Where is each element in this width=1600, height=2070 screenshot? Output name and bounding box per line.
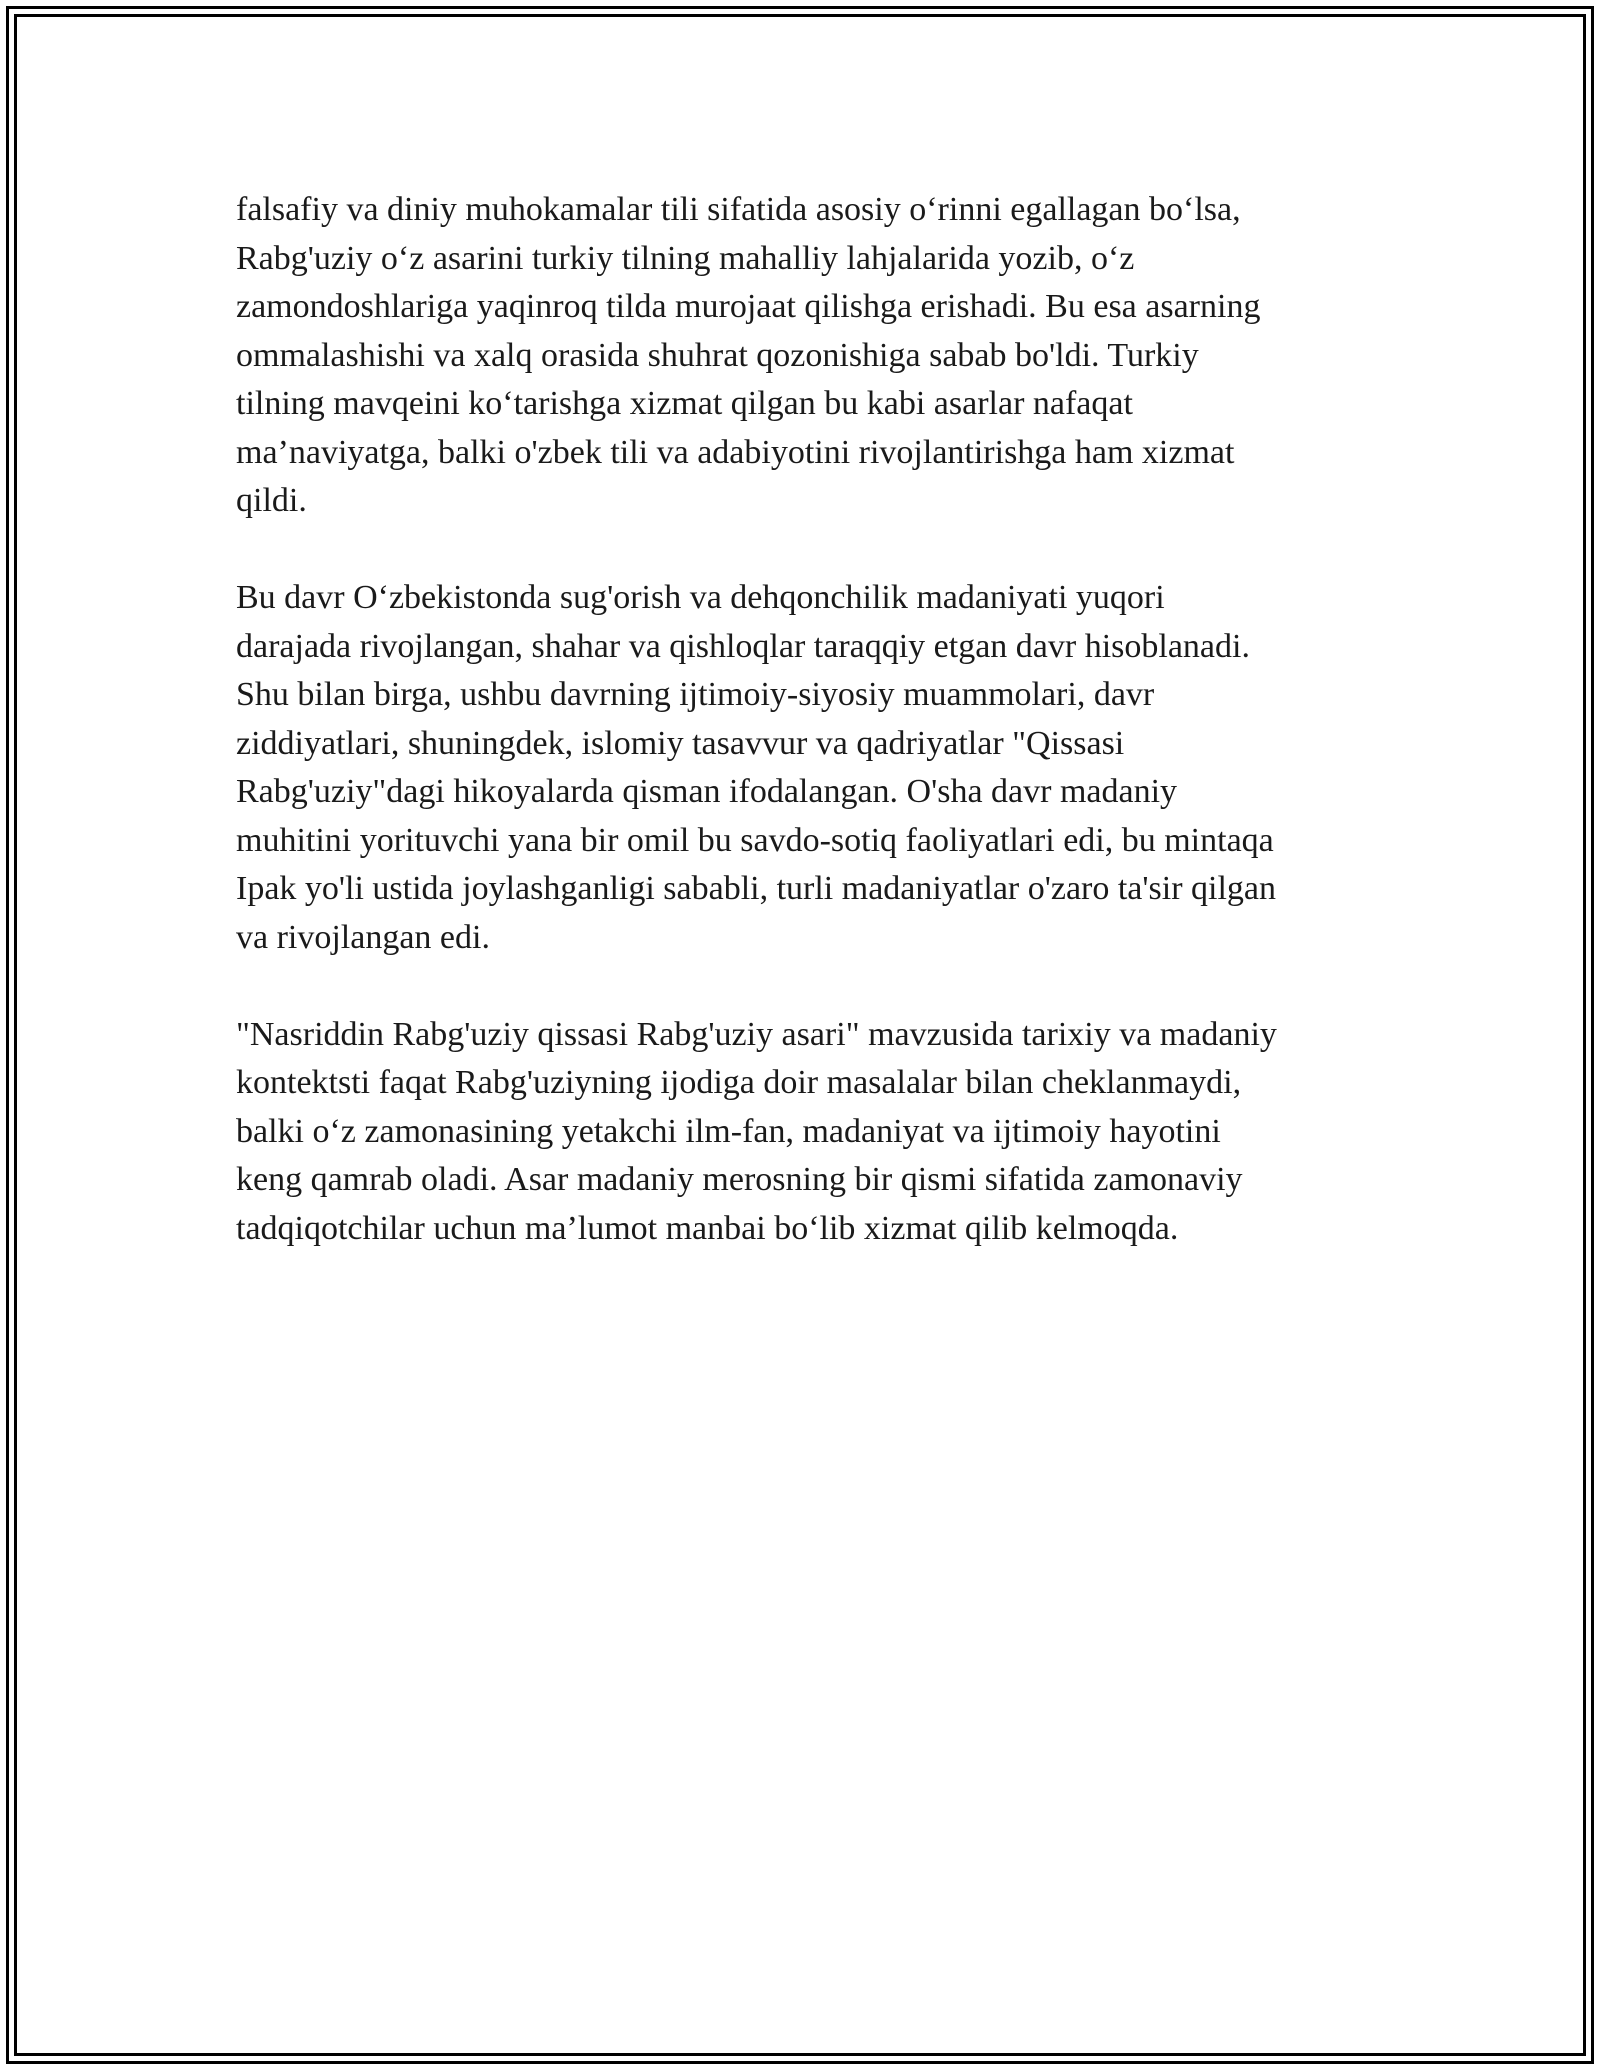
text-line: tadqiqotchilar uchun ma’lumot manbai bo‘lib xizmat qilib kelmoqda. xyxy=(236,1209,1179,1247)
paragraph-3 xyxy=(236,1011,1366,1254)
text-line: darajada rivojlangan, shahar va qishloqlar taraqqiy etgan davr hisoblanadi. xyxy=(236,627,1250,665)
text-line: ziddiyatlari, shuningdek, islomiy tasavvur va qadriyatlar "Qissasi xyxy=(236,724,1125,762)
text-line: Rabg'uziy"dagi hikoyalarda qisman ifodalangan. O'sha davr madaniy xyxy=(236,773,1178,810)
text-line: Bu davr O‘zbekistonda sug'orish va dehqonchilik madaniyati yuqori xyxy=(236,579,1165,616)
text-line: va rivojlangan edi. xyxy=(236,918,490,956)
paragraph-2 xyxy=(236,574,1366,962)
text-line: ommalashishi va xalq orasida shuhrat qozonishiga sabab bo'ldi. Turkiy xyxy=(236,336,1199,374)
text-line: muhitini yorituvchi yana bir omil bu savdo-sotiq faoliyatlari edi, bu mintaqa xyxy=(236,821,1274,859)
text-line: "Nasriddin Rabg'uziy qissasi Rabg'uziy asari" mavzusida tarixiy va madaniy xyxy=(236,1015,1277,1053)
text-line: falsafiy va diniy muhokamalar tili sifatida asosiy o‘rinni egallagan bo‘lsa, xyxy=(236,191,1241,228)
text-line: tilning mavqeini ko‘tarishga xizmat qilgan bu kabi asarlar nafaqat xyxy=(236,385,1133,422)
text-line: zamondoshlariga yaqinroq tilda murojaat qilishga erishadi. Bu esa asarning xyxy=(236,288,1261,325)
text-line: Shu bilan birga, ushbu davrning ijtimoiy-siyosiy muammolari, davr xyxy=(236,676,1155,713)
text-line: balki o‘z zamonasining yetakchi ilm-fan, madaniyat va ijtimoiy hayotini xyxy=(236,1112,1221,1150)
text-line: Rabg'uziy o‘z asarini turkiy tilning mahalliy lahjalarida yozib, o‘z xyxy=(236,239,1135,277)
text-line: Ipak yo'li ustida joylashganligi sababli, turli madaniyatlar o'zaro ta'sir qilgan xyxy=(236,870,1277,907)
document-body xyxy=(236,186,1366,1302)
text-line: ma’naviyatga, balki o'zbek tili va adabiyotini rivojlantirishga ham xizmat xyxy=(236,433,1235,471)
paragraph-1 xyxy=(236,186,1366,526)
text-line: kontektsti faqat Rabg'uziyning ijodiga doir masalalar bilan cheklanmaydi, xyxy=(236,1064,1242,1101)
text-line: qildi. xyxy=(236,482,307,519)
text-line: keng qamrab oladi. Asar madaniy merosning bir qismi sifatida zamonaviy xyxy=(236,1161,1243,1198)
